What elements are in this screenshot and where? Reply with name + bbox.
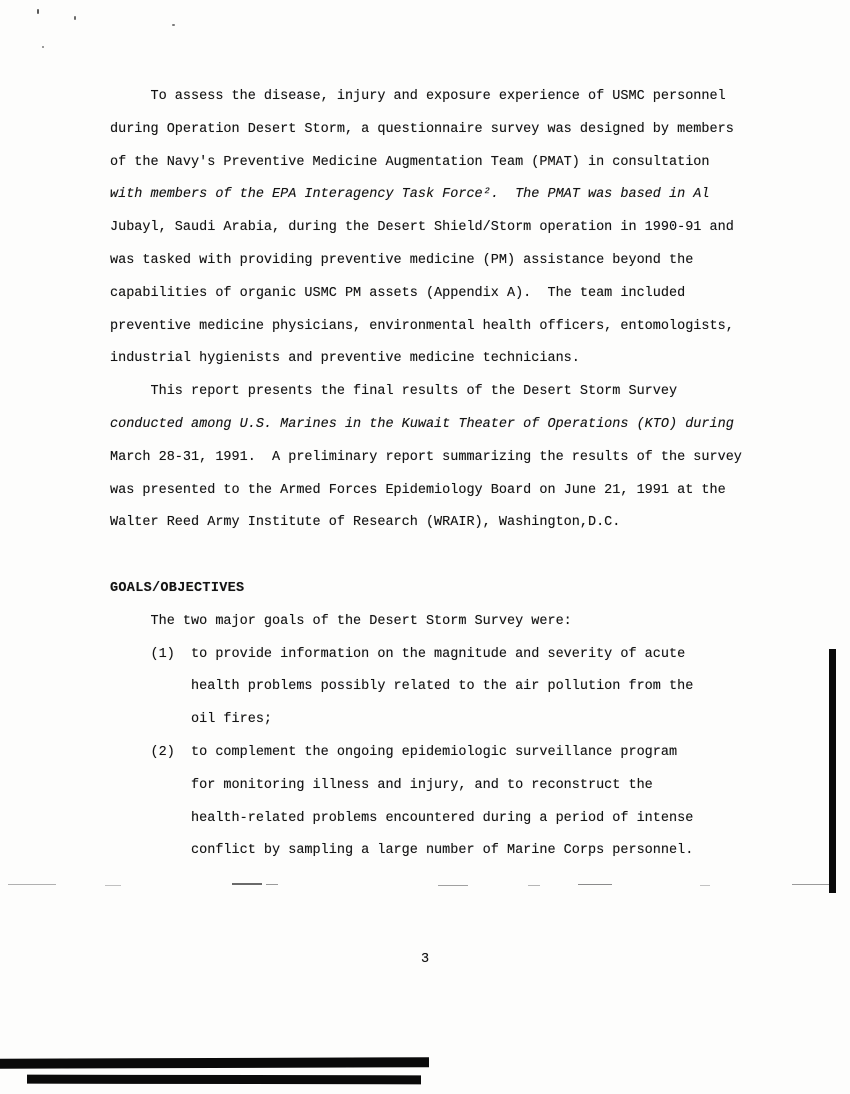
text-line: conflict by sampling a large number of Marine Corps personnel. — [110, 843, 694, 859]
text-line: for monitoring illness and injury, and to reconstruct the — [110, 777, 653, 793]
scan-speck — [42, 46, 44, 48]
text-line: Walter Reed Army Institute of Research (WRAIR), Washington,D.C. — [110, 515, 621, 531]
scan-bar-bottom-1 — [0, 1057, 429, 1068]
text-line: was tasked with providing preventive medicine (PM) assistance beyond the — [110, 252, 694, 268]
text-line: (1) to provide information on the magnitude and severity of acute — [110, 646, 686, 662]
text-line: Jubayl, Saudi Arabia, during the Desert Shield/Storm operation in 1990-91 and — [110, 220, 734, 236]
text-line: with members of the EPA Interagency Task Force². The PMAT was based in Al — [110, 187, 710, 203]
scan-bar-right — [829, 649, 836, 893]
text-line: (2) to complement the ongoing epidemiologic surveillance program — [110, 744, 678, 760]
text-line: health problems possibly related to the air pollution from the — [110, 679, 694, 695]
text-line: during Operation Desert Storm, a questionnaire survey was designed by members — [110, 121, 734, 137]
document-text — [110, 81, 770, 868]
section-heading: GOALS/OBJECTIVES — [110, 580, 245, 596]
text-line: capabilities of organic USMC PM assets (Appendix A). The team included — [110, 285, 686, 301]
text-line: To assess the disease, injury and exposure experience of USMC personnel — [110, 89, 726, 104]
text-line: oil fires; — [110, 712, 273, 728]
text-line: was presented to the Armed Forces Epidemiology Board on June 21, 1991 at the — [110, 482, 726, 498]
text-line: This report presents the final results of the Desert Storm Survey — [110, 384, 678, 400]
page-number: 3 — [420, 952, 430, 967]
text-line: health-related problems encountered during a period of intense — [110, 810, 694, 826]
scan-speck — [37, 9, 39, 14]
text-line: The two major goals of the Desert Storm Survey were: — [110, 613, 572, 629]
text-line: industrial hygienists and preventive medicine technicians. — [110, 351, 580, 367]
text-line: preventive medicine physicians, environmental health officers, entomologists, — [110, 318, 734, 334]
scan-speck — [172, 24, 175, 26]
scan-speck — [74, 16, 76, 20]
scan-bar-bottom-2 — [27, 1075, 421, 1085]
text-line: of the Navy's Preventive Medicine Augmentation Team (PMAT) in consultation — [110, 154, 710, 170]
text-line: conducted among U.S. Marines in the Kuwait Theater of Operations (KTO) during — [110, 416, 734, 432]
text-line: March 28-31, 1991. A preliminary report summarizing the results of the survey — [110, 449, 742, 465]
text-line — [110, 540, 770, 573]
